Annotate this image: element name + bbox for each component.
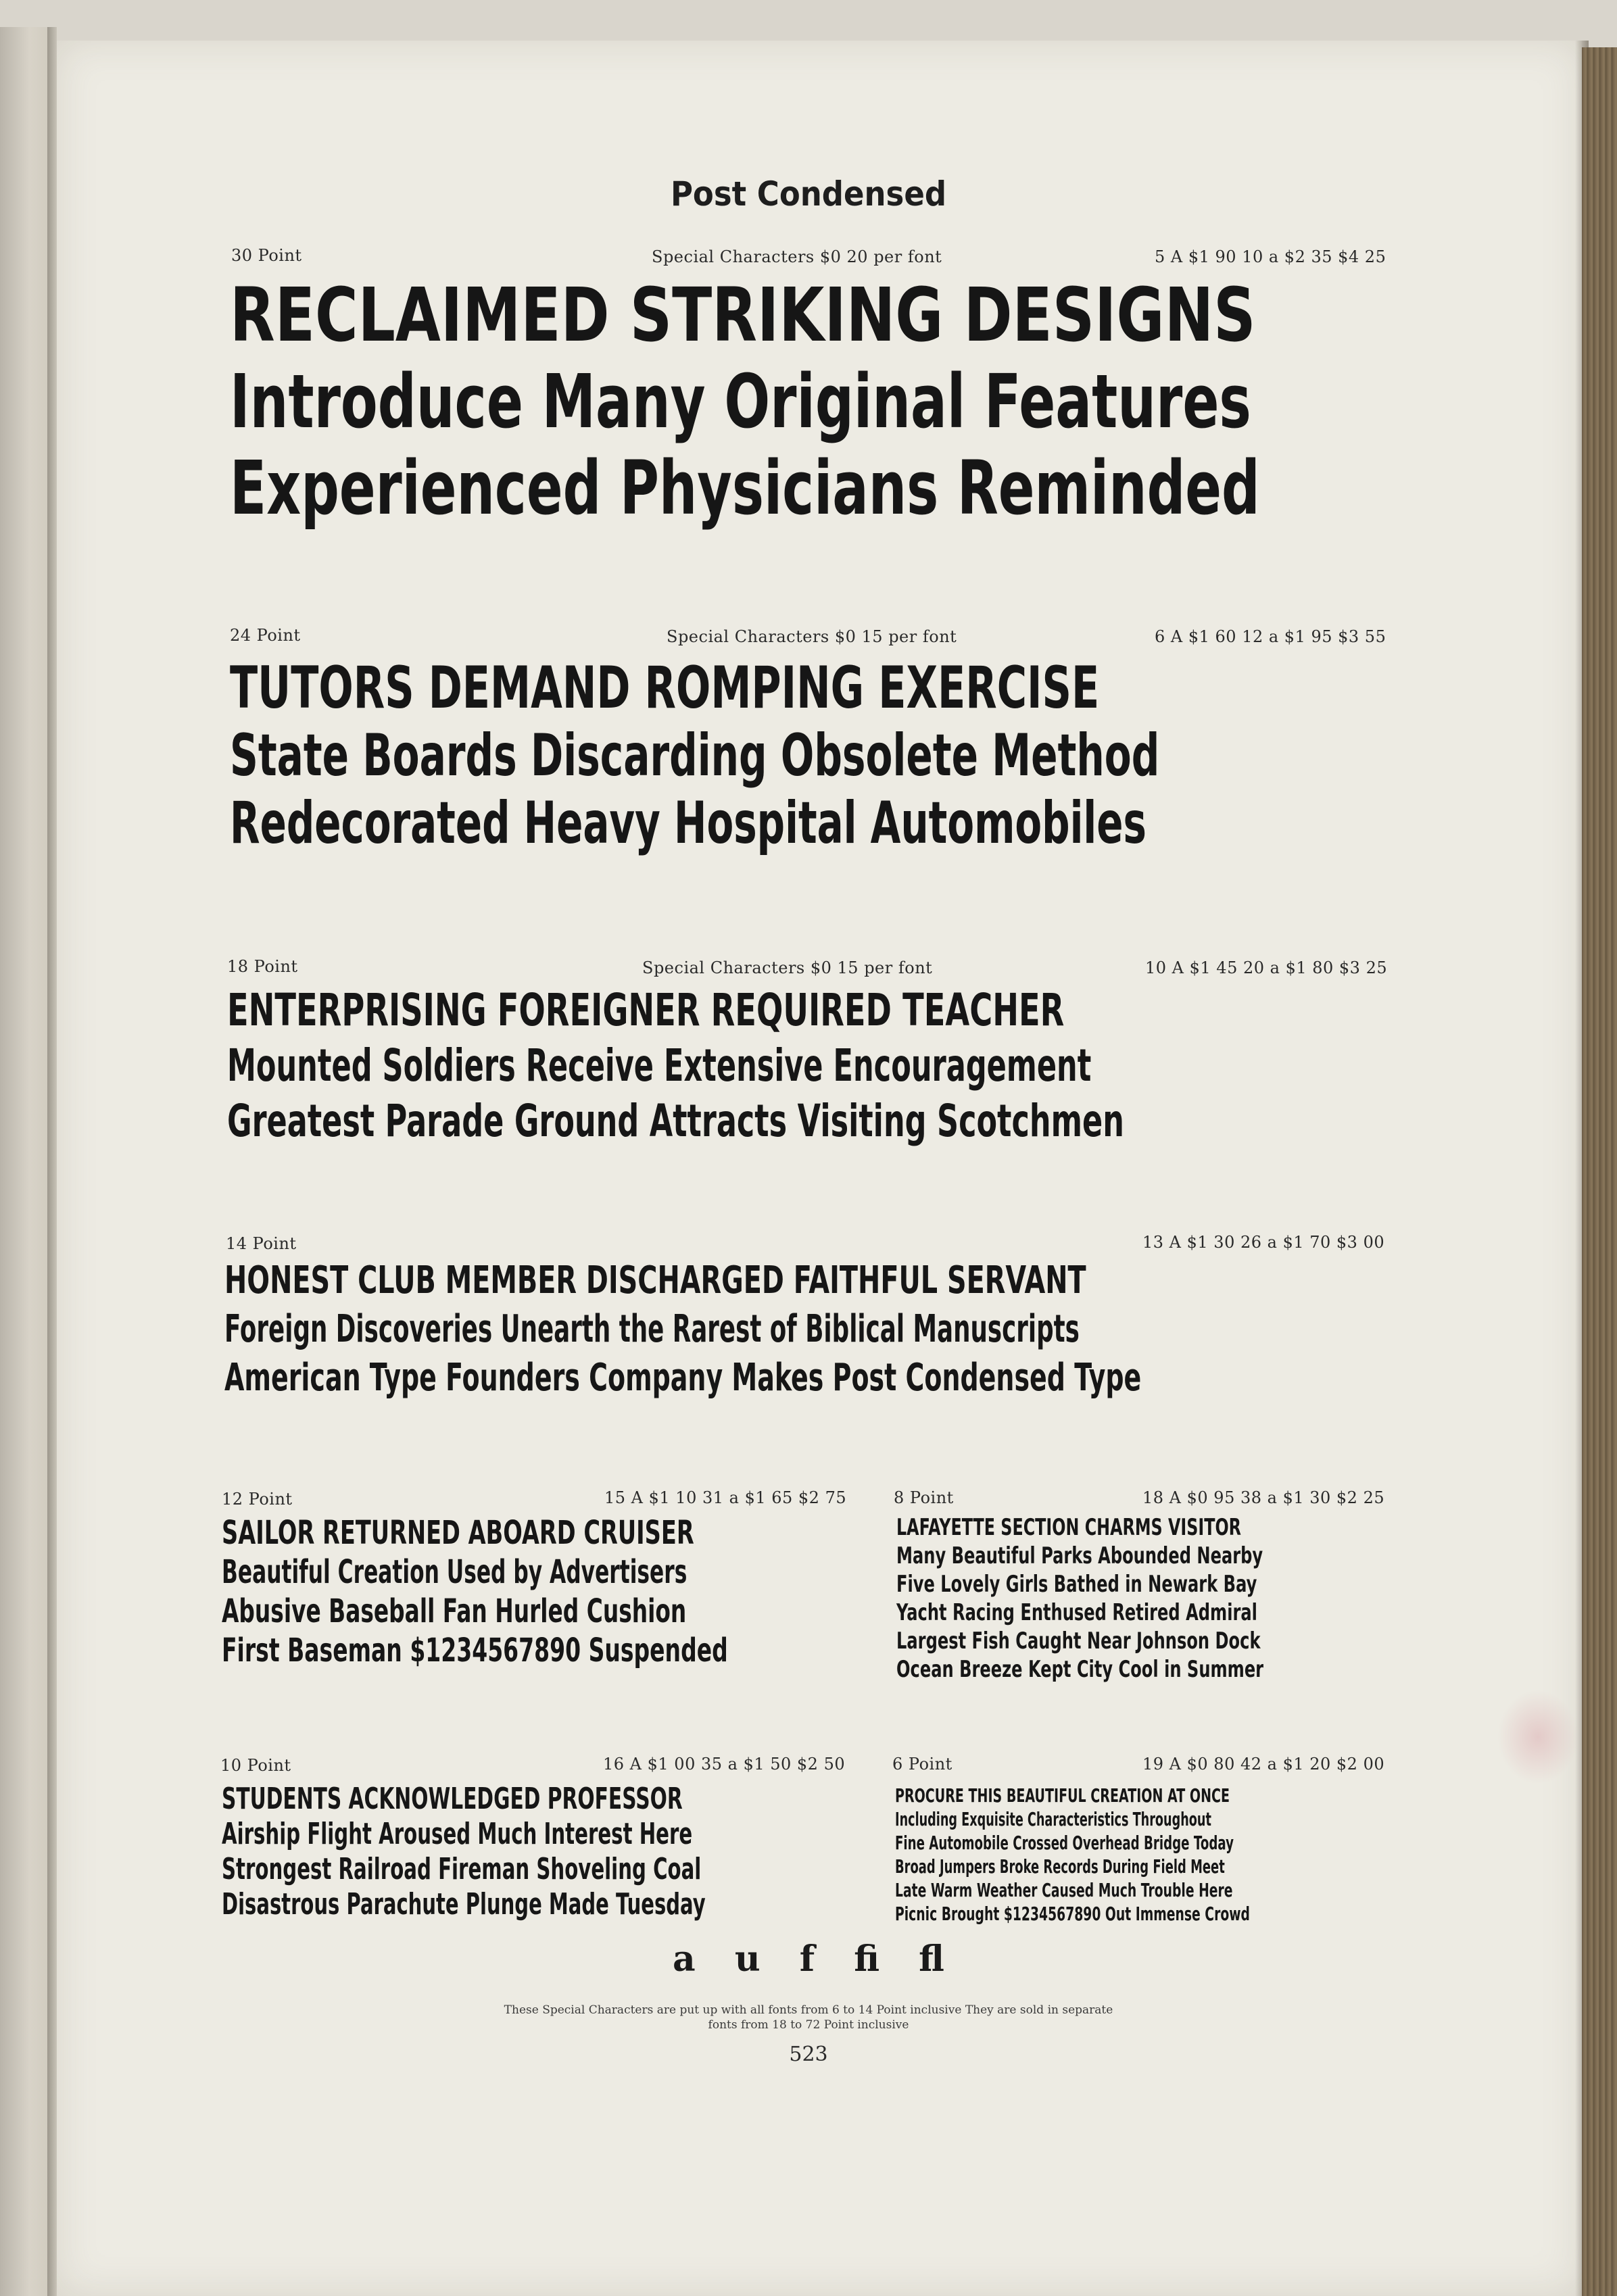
specimen-line: Ocean Breeze Kept City Cool in Summer (896, 1656, 1264, 1683)
page-stain (1497, 1690, 1578, 1784)
specimen-line: SAILOR RETURNED ABOARD CRUISER (222, 1514, 694, 1552)
specimen-line: Mounted Soldiers Receive Extensive Encouragement (227, 1040, 1092, 1092)
specimen-line: Foreign Discoveries Unearth the Rarest of Biblical Manuscripts (224, 1307, 1080, 1351)
specimen-line: Beautiful Creation Used by Advertisers (222, 1553, 687, 1591)
special-characters-sample: a u f fi fl (673, 1938, 944, 1980)
font-price-30pt: 5 A $1 90 10 a $2 35 $4 25 (1155, 247, 1386, 266)
size-label-14pt: 14 Point (226, 1234, 297, 1253)
special-chars-price-18pt: Special Characters $0 15 per font (642, 958, 933, 977)
size-label-6pt: 6 Point (892, 1755, 952, 1774)
specimen-line: Broad Jumpers Broke Records During Field Meet (895, 1855, 1225, 1878)
footnote-line-1: These Special Characters are put up with all fonts from 6 to 14 Point inclusive They are sold in separate (504, 2003, 1113, 2017)
specimen-line: State Boards Discarding Obsolete Method (230, 722, 1160, 789)
specimen-line: HONEST CLUB MEMBER DISCHARGED FAITHFUL SERVANT (224, 1259, 1086, 1302)
specimen-line: TUTORS DEMAND ROMPING EXERCISE (230, 654, 1100, 722)
specimen-line: Largest Fish Caught Near Johnson Dock (896, 1628, 1261, 1655)
specimen-line: Yacht Racing Enthused Retired Admiral (896, 1599, 1257, 1626)
specimen-line: Strongest Railroad Fireman Shoveling Coal (222, 1852, 702, 1886)
font-price-18pt: 10 A $1 45 20 a $1 80 $3 25 (1145, 958, 1388, 977)
font-price-14pt: 13 A $1 30 26 a $1 70 $3 00 (1142, 1233, 1385, 1252)
size-label-18pt: 18 Point (227, 957, 298, 976)
specimen-line: Greatest Parade Ground Attracts Visiting Scotchmen (227, 1095, 1124, 1147)
page-number: 523 (789, 2043, 828, 2066)
specimen-line: Including Exquisite Characteristics Throughout (895, 1808, 1211, 1830)
font-price-24pt: 6 A $1 60 12 a $1 95 $3 55 (1155, 627, 1386, 646)
specimen-line: Redecorated Heavy Hospital Automobiles (230, 789, 1147, 857)
specimen-line: Abusive Baseball Fan Hurled Cushion (222, 1592, 687, 1630)
specimen-line: Disastrous Parachute Plunge Made Tuesday (222, 1887, 706, 1922)
font-price-10pt: 16 A $1 00 35 a $1 50 $2 50 (603, 1755, 846, 1774)
specimen-line: Many Beautiful Parks Abounded Nearby (896, 1542, 1263, 1569)
page-title: Post Condensed (670, 174, 947, 214)
special-chars-price-30pt: Special Characters $0 20 per font (652, 247, 942, 266)
specimen-line: American Type Founders Company Makes Post Condensed Type (224, 1356, 1142, 1400)
specimen-line: STUDENTS ACKNOWLEDGED PROFESSOR (222, 1782, 683, 1816)
specimen-line: Experienced Physicians Reminded (230, 445, 1260, 531)
size-label-30pt: 30 Point (231, 246, 302, 265)
font-price-6pt: 19 A $0 80 42 a $1 20 $2 00 (1142, 1755, 1385, 1774)
specimen-line: RECLAIMED STRIKING DESIGNS (230, 272, 1256, 358)
size-label-12pt: 12 Point (222, 1490, 293, 1509)
specimen-line: First Baseman $1234567890 Suspended (222, 1632, 728, 1669)
specimen-line: Fine Automobile Crossed Overhead Bridge Today (895, 1832, 1234, 1854)
font-price-8pt: 18 A $0 95 38 a $1 30 $2 25 (1142, 1488, 1385, 1507)
size-label-8pt: 8 Point (894, 1488, 954, 1507)
specimen-line: Airship Flight Aroused Much Interest Here (222, 1817, 693, 1851)
specimen-line: Introduce Many Original Features (230, 358, 1251, 445)
specimen-line: PROCURE THIS BEAUTIFUL CREATION AT ONCE (895, 1784, 1230, 1807)
specimen-line: Late Warm Weather Caused Much Trouble Here (895, 1879, 1233, 1901)
specimen-line: Five Lovely Girls Bathed in Newark Bay (896, 1571, 1257, 1598)
specimen-line: Picnic Brought $1234567890 Out Immense Crowd (895, 1903, 1250, 1925)
special-chars-price-24pt: Special Characters $0 15 per font (667, 627, 957, 646)
size-label-10pt: 10 Point (220, 1756, 291, 1775)
size-label-24pt: 24 Point (230, 626, 301, 645)
specimen-line: ENTERPRISING FOREIGNER REQUIRED TEACHER (227, 984, 1065, 1036)
font-price-12pt: 15 A $1 10 31 a $1 65 $2 75 (604, 1488, 847, 1507)
specimen-line: LAFAYETTE SECTION CHARMS VISITOR (896, 1514, 1242, 1541)
footnote-line-2: fonts from 18 to 72 Point inclusive (708, 2018, 909, 2032)
